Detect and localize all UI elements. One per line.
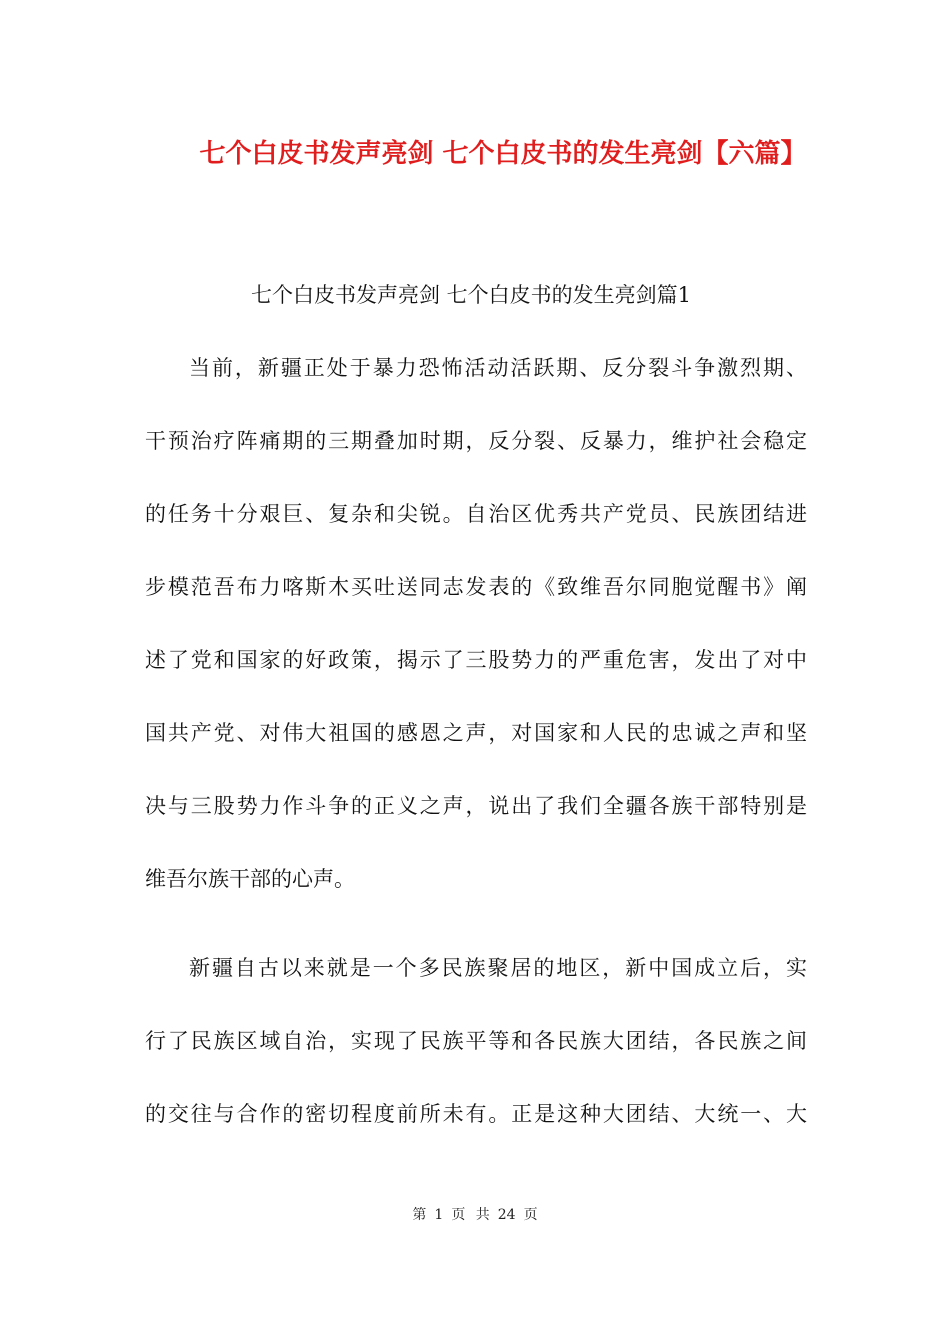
paragraph-2 [145,932,807,1151]
page-prefix: 第 [412,1207,427,1223]
paragraph-line: 国共产党、对伟大祖国的感恩之声，对国家和人民的忠诚之声和坚 [145,721,807,745]
paragraph-line: 维吾尔族干部的心声。 [145,867,355,891]
page-suffix: 页 [523,1207,538,1223]
paragraph-line: 新疆自古以来就是一个多民族聚居的地区，新中国成立后，实 [189,956,807,980]
page-footer [0,1205,950,1225]
paragraph-line: 干预治疗阵痛期的三期叠加时期，反分裂、反暴力，维护社会稳定 [145,429,807,453]
page-mid: 页 共 [451,1207,490,1223]
paragraph-1 [145,332,807,916]
paragraph-line: 的任务十分艰巨、复杂和尖锐。自治区优秀共产党员、民族团结进 [145,502,807,526]
paragraph-line: 行了民族区域自治，实现了民族平等和各民族大团结，各民族之间 [145,1029,807,1053]
paragraph-line: 当前，新疆正处于暴力恐怖活动活跃期、反分裂斗争激烈期、 [189,356,807,380]
document-title: 七个白皮书发声亮剑 七个白皮书的发生亮剑【六篇】 [199,139,807,169]
total-pages: 24 [497,1207,516,1223]
section-heading: 七个白皮书发声亮剑 七个白皮书的发生亮剑篇1 [250,283,692,307]
paragraph-line: 的交往与合作的密切程度前所未有。正是这种大团结、大统一、大 [145,1102,807,1126]
page-number: 1 [434,1207,444,1223]
paragraph-line: 步模范吾布力喀斯木买吐送同志发表的《致维吾尔同胞觉醒书》阐 [145,575,807,599]
paragraph-line: 述了党和国家的好政策，揭示了三股势力的严重危害，发出了对中 [145,648,807,672]
paragraph-line: 决与三股势力作斗争的正义之声，说出了我们全疆各族干部特别是 [145,794,807,818]
